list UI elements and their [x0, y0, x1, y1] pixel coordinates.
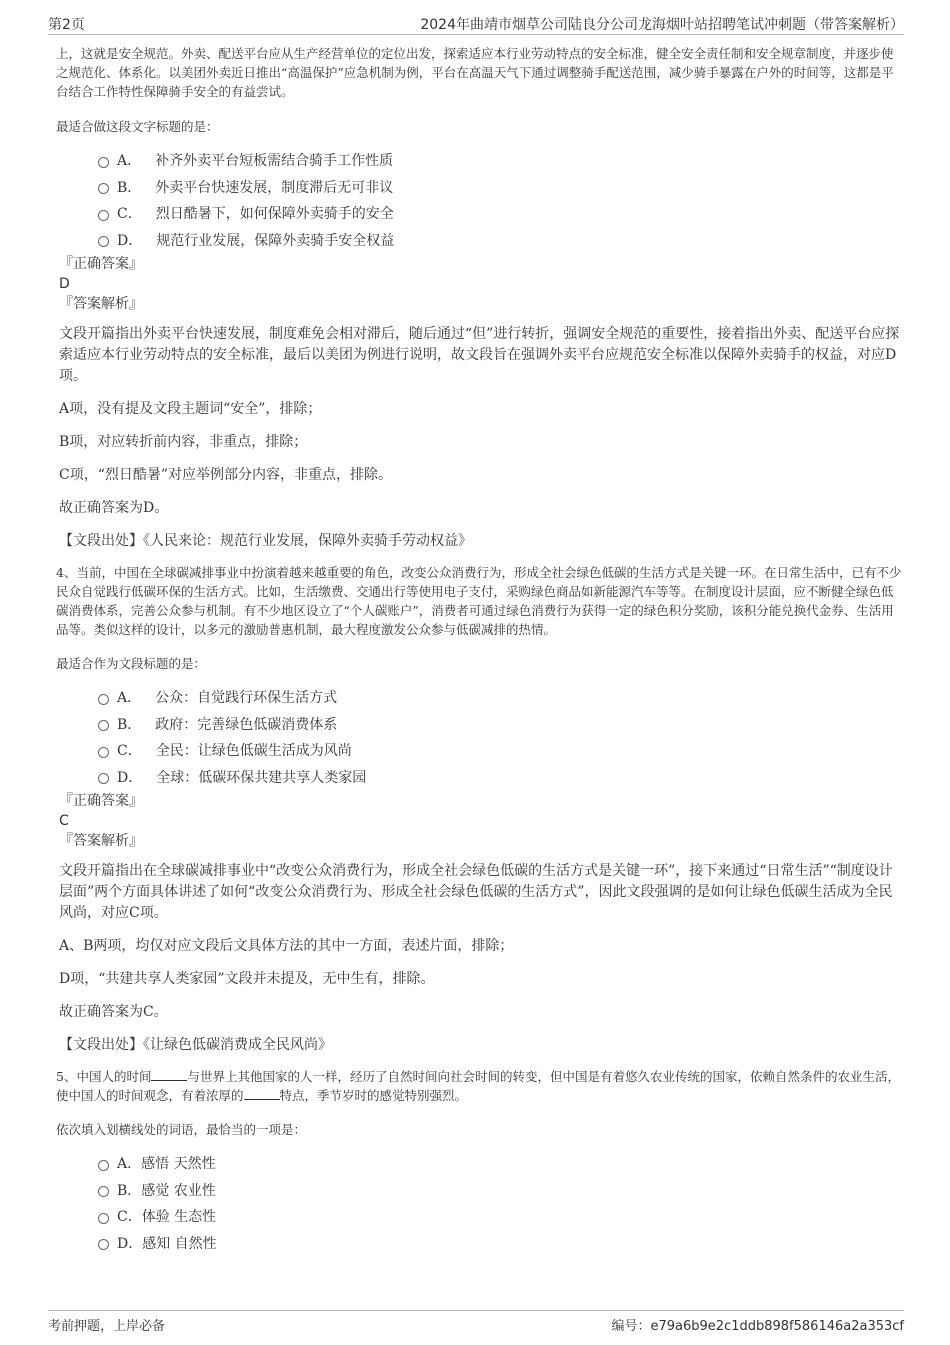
q3-analysis-b: B项，对应转折前内容，非重点，排除；	[59, 434, 308, 450]
q5-option-a[interactable]: A．感悟 天然性	[98, 1151, 904, 1178]
q5-option-d[interactable]: D．感知 自然性	[98, 1231, 904, 1258]
q3-analysis-label: 『答案解析』	[59, 296, 143, 312]
q3-answer: D	[59, 276, 70, 292]
q4-option-b[interactable]: B． 政府：完善绿色低碳消费体系	[98, 712, 904, 739]
q4-analysis-label: 『答案解析』	[59, 833, 143, 849]
q3-option-a[interactable]: A． 补齐外卖平台短板需结合骑手工作性质	[98, 148, 904, 175]
radio-icon[interactable]	[98, 1160, 109, 1171]
q4-option-d[interactable]: D． 全球：低碳环保共建共享人类家园	[98, 765, 904, 792]
q3-option-d[interactable]: D． 规范行业发展，保障外卖骑手安全权益	[98, 228, 904, 255]
q3-prompt: 最适合做这段文字标题的是：	[56, 119, 219, 134]
q3-analysis-main: 文段开篇指出外卖平台快速发展，制度难免会相对滞后，随后通过“但”进行转折，强调安全规范的重要性，接着指出外卖、配送平台应探索适应本行业劳动特点的安全标准，最后以美团为例进行说明，故文段旨在强调外卖平台应规范安全标准以保障外卖骑手的权益，对应D项。	[59, 326, 900, 384]
q3-answer-label: 『正确答案』	[59, 256, 143, 272]
q4-option-c[interactable]: C． 全民：让绿色低碳生活成为风尚	[98, 738, 904, 765]
radio-icon[interactable]	[98, 1213, 109, 1224]
q3-options	[56, 148, 904, 254]
q3-source: 【文段出处】《人民来论：规范行业发展，保障外卖骑手劳动权益》	[59, 533, 472, 549]
q4-source: 【文段出处】《让绿色低碳消费成全民风尚》	[59, 1037, 332, 1053]
radio-icon[interactable]	[98, 236, 109, 247]
q5-passage: 5、中国人的时间 与世界上其他国家的人一样，经历了自然时间向社会时间的转变，但中国是有着悠久农业传统的国家，依赖自然条件的农业生活，使中国人的时间观念，有着浓厚的 特点，季节岁时的感觉特别强烈。	[56, 1069, 900, 1103]
page-number: 第2页	[48, 17, 85, 33]
radio-icon[interactable]	[98, 183, 109, 194]
fill-blank-1	[151, 1068, 187, 1081]
q5-option-c[interactable]: C．体验 生态性	[98, 1204, 904, 1231]
q4-analysis-conclusion: 故正确答案为C。	[59, 1004, 168, 1020]
radio-icon[interactable]	[98, 747, 109, 758]
q4-passage: 4、当前，中国在全球碳减排事业中扮演着越来越重要的角色，改变公众消费行为，形成全社会绿色低碳的生活方式是关键一环。在日常生活中，已有不少民众自觉践行低碳环保的生活方式。比如，生活缴费、交通出行等使用电子支付，采购绿色商品如新能源汽车等等。在制度设计层面，应不断健全绿色低碳消费体系，完善公众参与机制。有不少地区设立了“个人碳账户”，消费者可通过绿色消费行为获得一定的绿色积分奖励，该积分能兑换代金券、生活用品等。类似这样的设计，以多元的激励普惠机制，最大程度激发公众参与低碳减排的热情。	[56, 565, 902, 637]
radio-icon[interactable]	[98, 1186, 109, 1197]
footer-slogan: 考前押题，上岸必备	[48, 1319, 166, 1334]
document-body	[56, 44, 904, 1257]
radio-icon[interactable]	[98, 210, 109, 221]
q3-analysis-conclusion: 故正确答案为D。	[59, 500, 169, 516]
radio-icon[interactable]	[98, 694, 109, 705]
q5-options	[56, 1151, 904, 1257]
document-title: 2024年曲靖市烟草公司陆良分公司龙海烟叶站招聘笔试冲刺题（带答案解析）	[420, 17, 904, 33]
q3-analysis-c: C项，“烈日酷暑”对应举例部分内容，非重点，排除。	[59, 467, 393, 483]
radio-icon[interactable]	[98, 773, 109, 784]
page-header	[48, 12, 904, 35]
q3-option-b[interactable]: B． 外卖平台快速发展，制度滞后无可非议	[98, 175, 904, 202]
q4-option-a[interactable]: A． 公众：自觉践行环保生活方式	[98, 685, 904, 712]
radio-icon[interactable]	[98, 720, 109, 731]
q4-prompt: 最适合作为文段标题的是：	[56, 656, 207, 671]
q3-analysis-a: A项，没有提及文段主题词“安全”，排除；	[59, 401, 322, 417]
q4-analysis-ab: A、B两项，均仅对应文段后文具体方法的其中一方面，表述片面，排除；	[59, 938, 514, 954]
q3-passage: 上，这就是安全规范。外卖、配送平台应从生产经营单位的定位出发，探索适应本行业劳动特点的安全标准，健全安全责任制和安全规章制度，并逐步使之规范化、体系化。以美团外卖近日推出“高温保护”应急机制为例，平台在高温天气下通过调整骑手配送范围，减少骑手暴露在户外的时间等，这都是平台结合工作特性保障骑手安全的有益尝试。	[56, 46, 894, 99]
radio-icon[interactable]	[98, 1239, 109, 1250]
radio-icon[interactable]	[98, 157, 109, 168]
q4-answer-label: 『正确答案』	[59, 793, 143, 809]
page-footer	[48, 1310, 904, 1335]
q3-option-c[interactable]: C． 烈日酷暑下，如何保障外卖骑手的安全	[98, 201, 904, 228]
footer-code: 编号：e79a6b9e2c1ddb898f586146a2a353cf	[611, 1319, 904, 1334]
q4-analysis-main: 文段开篇指出在全球碳减排事业中“改变公众消费行为，形成全社会绿色低碳的生活方式是关键一环”，接下来通过“日常生活”“制度设计层面”两个方面具体讲述了如何“改变公众消费行为、形成全社会绿色低碳的生活方式”，因此文段强调的是如何让绿色低碳生活成为全民风尚，对应C项。	[59, 863, 893, 921]
q4-analysis-d: D项，“共建共享人类家园”文段并未提及，无中生有，排除。	[59, 971, 435, 987]
q5-prompt: 依次填入划横线处的词语，最恰当的一项是：	[56, 1122, 307, 1137]
q5-option-b[interactable]: B．感觉 农业性	[98, 1178, 904, 1205]
fill-blank-2	[244, 1087, 280, 1100]
q4-options	[56, 685, 904, 791]
q4-answer: C	[59, 813, 69, 829]
